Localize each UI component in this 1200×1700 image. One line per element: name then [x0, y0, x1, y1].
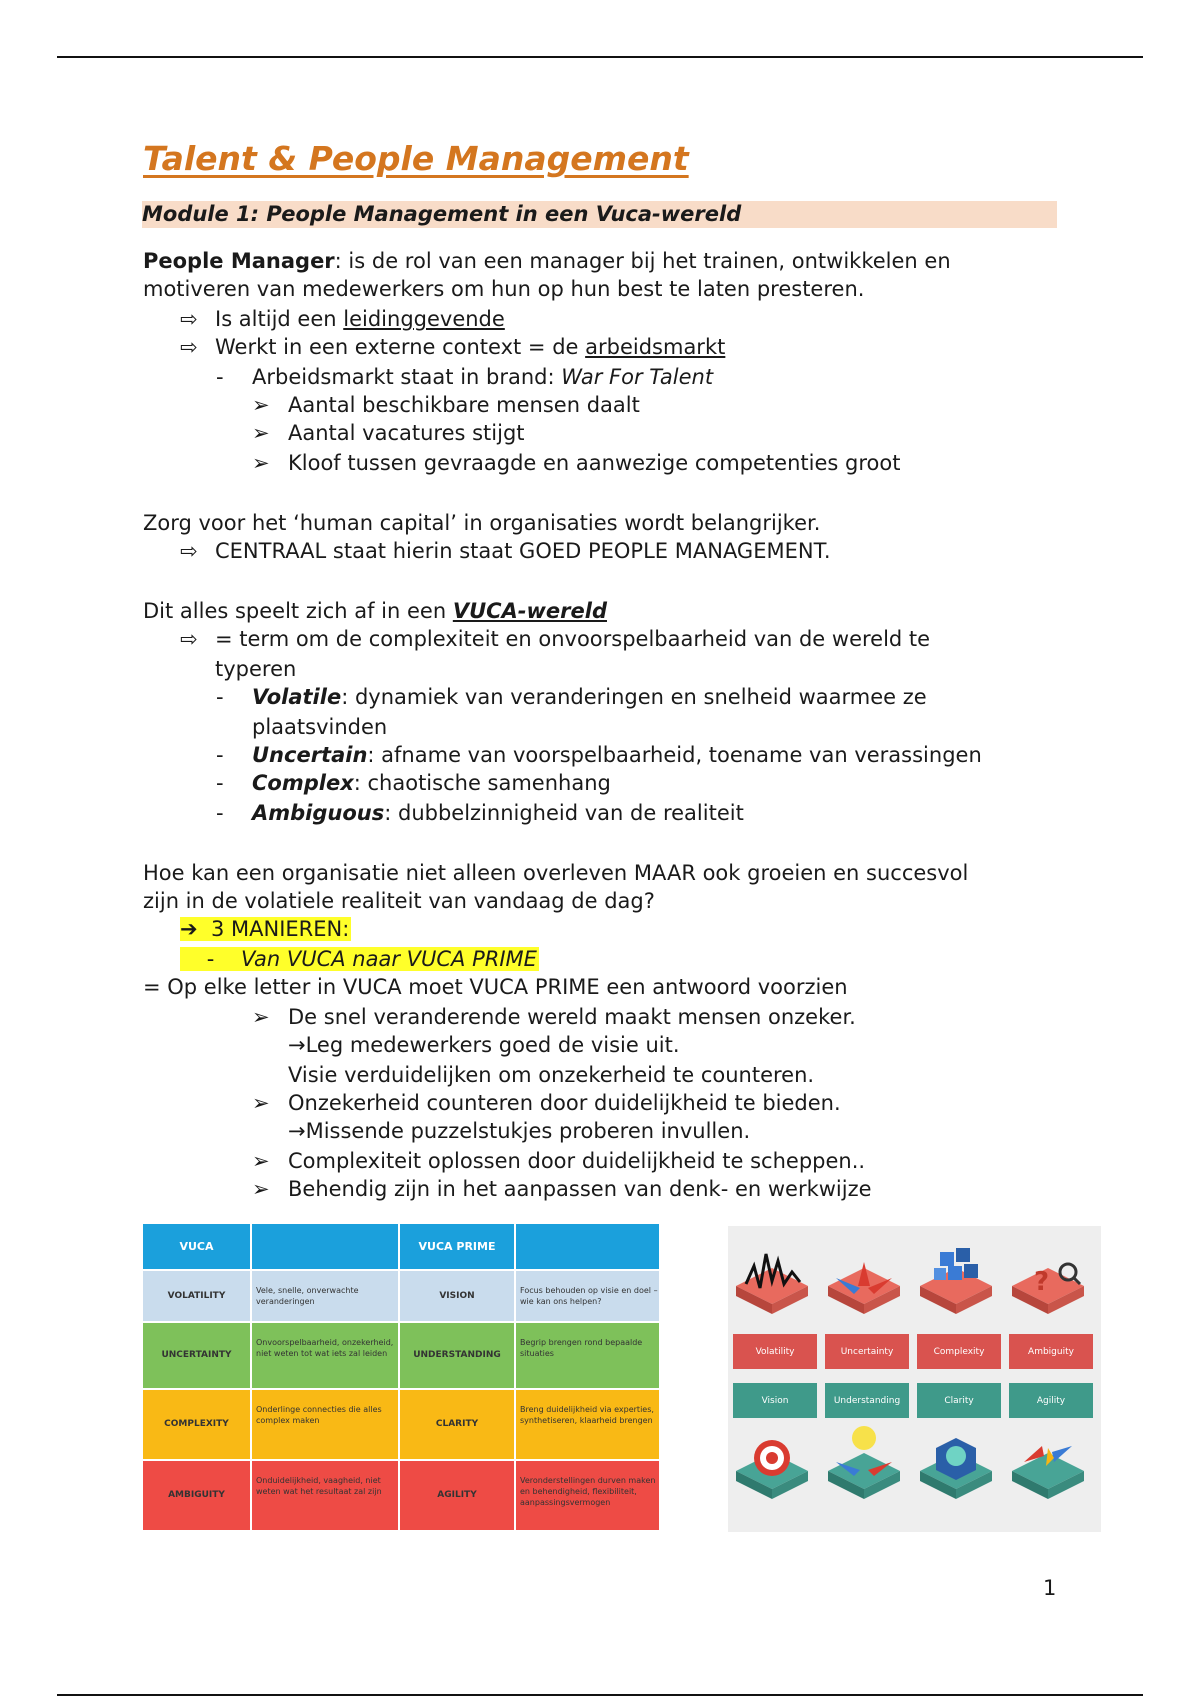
- arrow-icon: ⇨: [180, 335, 198, 359]
- table-header-row: VUCA VUCA PRIME: [143, 1224, 659, 1269]
- table-row: UNCERTAINTY Onvoorspelbaarheid, onzekerheid, niet weten tot wat iets zal leiden UNDERSTANDING Begrip brengen rond bepaalde situaties: [143, 1323, 659, 1388]
- agility-icon: [1012, 1446, 1084, 1499]
- chevron-icon: ➢: [252, 393, 270, 417]
- vision-icon: [736, 1440, 808, 1499]
- table-row: VOLATILITY Vele, snelle, onverwachte veranderingen VISION Focus behouden op visie en doel – wie kan ons helpen?: [143, 1271, 659, 1321]
- vuca-term: VUCA-wereld: [452, 599, 607, 623]
- arrow-icon: ⇨: [180, 627, 198, 651]
- vuca-prime-table: [143, 1224, 659, 1530]
- pm-line-2: motiveren van medewerkers om hun op hun best te laten presteren.: [143, 277, 865, 301]
- prime-line: - Van VUCA naar VUCA PRIME: [180, 945, 539, 973]
- vuca-icons-svg: [728, 1226, 1101, 1532]
- label-vision: Vision: [733, 1383, 817, 1418]
- top-rule: [57, 56, 1143, 58]
- understanding-icon: [828, 1426, 900, 1499]
- chevron-icon: ➢: [252, 421, 270, 445]
- arrow-icon: ⇨: [180, 539, 198, 563]
- arrow-icon: ⇨: [180, 307, 198, 331]
- label-agility: Agility: [1009, 1383, 1093, 1418]
- vuca-illustration: [728, 1226, 1101, 1532]
- label-complexity: Complexity: [917, 1334, 1001, 1369]
- pm-line-1: People Manager: is de rol van een manager bij het trainen, ontwikkelen en: [143, 249, 951, 273]
- question-line-2: zijn in de volatiele realiteit van vandaag de dag?: [143, 889, 655, 913]
- clarity-icon: [920, 1438, 992, 1499]
- chevron-icon: ➢: [252, 1091, 270, 1115]
- label-ambiguity: Ambiguity: [1009, 1334, 1093, 1369]
- page-number: 1: [1043, 1576, 1057, 1600]
- pm-term: People Manager: [143, 249, 335, 273]
- bottom-rule: [57, 1694, 1143, 1696]
- uncertainty-icon: [828, 1262, 900, 1314]
- module-heading: Module 1: People Management in een Vuca-wereld: [142, 201, 1057, 228]
- table-row: AMBIGUITY Onduidelijkheid, vaagheid, niet weten wat het resultaat zal zijn AGILITY Veronderstellingen durven maken en behendigheid, flexibiliteit, aanpassingsvermogen: [143, 1461, 659, 1530]
- table-row: COMPLEXITY Onderlinge connecties die alles complex maken CLARITY Breng duidelijkheid via experties, synthetiseren, klaarheid brengen: [143, 1390, 659, 1459]
- chevron-icon: ➢: [252, 1177, 270, 1201]
- manieren-line: ➔ 3 MANIEREN:: [180, 917, 350, 941]
- svg-text:?: ?: [1034, 1267, 1050, 1297]
- label-understanding: Understanding: [825, 1383, 909, 1418]
- chevron-icon: ➢: [252, 1005, 270, 1029]
- volatility-icon: [736, 1254, 808, 1314]
- label-uncertainty: Uncertainty: [825, 1334, 909, 1369]
- human-capital-line: Zorg voor het ‘human capital’ in organisaties wordt belangrijker.: [143, 511, 821, 535]
- ambiguity-icon: [1012, 1264, 1084, 1314]
- chevron-icon: ➢: [252, 451, 270, 475]
- complexity-icon: [920, 1248, 992, 1314]
- vuca-intro: Dit alles speelt zich af in een VUCA-wereld: [143, 599, 607, 623]
- label-clarity: Clarity: [917, 1383, 1001, 1418]
- question-line-1: Hoe kan een organisatie niet alleen overleven MAAR ook groeien en succesvol: [143, 861, 969, 885]
- label-volatility: Volatility: [733, 1334, 817, 1369]
- bold-arrow-icon: ➔: [180, 917, 198, 941]
- doc-title: Talent & People Management: [143, 139, 689, 178]
- prime-def: = Op elke letter in VUCA moet VUCA PRIME een antwoord voorzien: [143, 975, 848, 999]
- chevron-icon: ➢: [252, 1149, 270, 1173]
